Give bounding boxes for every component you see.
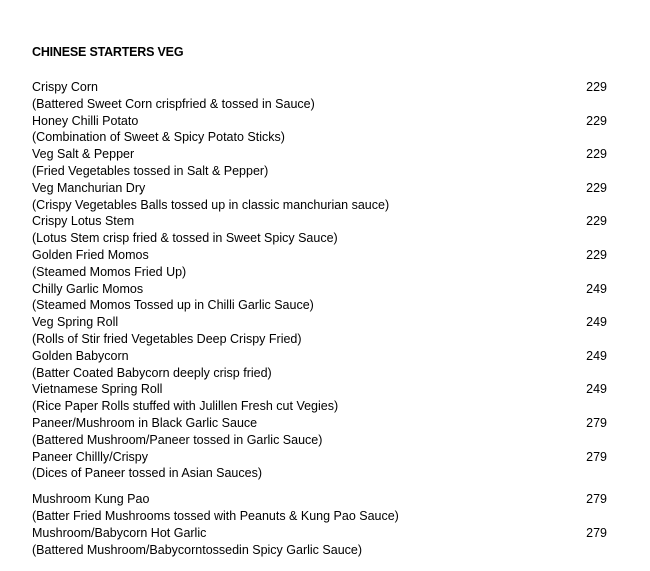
menu-item: [32, 314, 607, 348]
item-description: (Rolls of Stir fried Vegetables Deep Crispy Fried): [32, 331, 302, 346]
menu-item: [32, 491, 607, 525]
menu-item: [32, 113, 607, 147]
item-description: (Steamed Momos Tossed up in Chilli Garlic Sauce): [32, 298, 314, 313]
item-name: Honey Chilli Potato: [32, 113, 139, 128]
item-description: (Crispy Vegetables Balls tossed up in classic manchurian sauce): [32, 197, 390, 212]
item-description: (Steamed Momos Fried Up): [32, 264, 187, 279]
item-name: Golden Fried Momos: [32, 247, 149, 262]
menu-item: [32, 79, 607, 113]
item-price: 229: [586, 247, 607, 262]
menu-list: [32, 79, 607, 558]
item-price: 249: [586, 382, 607, 397]
item-name: Mushroom/Babycorn Hot Garlic: [32, 525, 207, 540]
menu-item: [32, 247, 607, 281]
section-title: CHINESE STARTERS VEG: [32, 45, 184, 59]
item-price: 229: [586, 214, 607, 229]
item-name: Paneer/Mushroom in Black Garlic Sauce: [32, 415, 258, 430]
item-price: 279: [586, 525, 607, 540]
item-name: Mushroom Kung Pao: [32, 492, 150, 507]
item-name: Crispy Lotus Stem: [32, 214, 135, 229]
menu-item: [32, 381, 607, 415]
item-price: 279: [586, 449, 607, 464]
item-name: Paneer Chillly/Crispy: [32, 449, 149, 464]
item-description: (Dices of Paneer tossed in Asian Sauces): [32, 466, 262, 481]
item-name: Veg Salt & Pepper: [32, 147, 135, 162]
item-name: Chilly Garlic Momos: [32, 281, 144, 296]
item-price: 249: [586, 348, 607, 363]
menu-item: [32, 449, 607, 483]
item-description: (Battered Mushroom/Babycorntossedin Spicy Garlic Sauce): [32, 542, 363, 557]
item-name: Veg Spring Roll: [32, 315, 119, 330]
item-price: 229: [586, 113, 607, 128]
item-name: Vietnamese Spring Roll: [32, 382, 163, 397]
menu-item: [32, 180, 607, 214]
item-price: 229: [586, 80, 607, 94]
menu-item: [32, 146, 607, 180]
item-price: 249: [586, 315, 607, 330]
item-price: 249: [586, 281, 607, 296]
item-name: Golden Babycorn: [32, 348, 129, 363]
menu-item: [32, 213, 607, 247]
item-description: (Rice Paper Rolls stuffed with Julillen Fresh cut Vegies): [32, 399, 339, 414]
item-description: (Battered Sweet Corn crispfried & tossed in Sauce): [32, 96, 315, 111]
menu-item: [32, 415, 607, 449]
item-name: Crispy Corn: [32, 80, 98, 94]
item-description: (Battered Mushroom/Paneer tossed in Garlic Sauce): [32, 432, 323, 447]
item-description: (Batter Fried Mushrooms tossed with Peanuts & Kung Pao Sauce): [32, 508, 399, 523]
menu-item: [32, 281, 607, 315]
menu-item: [32, 525, 607, 559]
item-description: (Fried Vegetables tossed in Salt & Pepper): [32, 163, 269, 178]
item-price: 229: [586, 147, 607, 162]
item-price: 229: [586, 180, 607, 195]
item-price: 279: [586, 415, 607, 430]
item-description: (Batter Coated Babycorn deeply crisp fried): [32, 365, 272, 380]
item-description: (Combination of Sweet & Spicy Potato Sticks): [32, 130, 285, 145]
menu-item: [32, 348, 607, 382]
item-price: 279: [586, 492, 607, 507]
item-description: (Lotus Stem crisp fried & tossed in Sweet Spicy Sauce): [32, 231, 338, 246]
item-name: Veg Manchurian Dry: [32, 180, 146, 195]
